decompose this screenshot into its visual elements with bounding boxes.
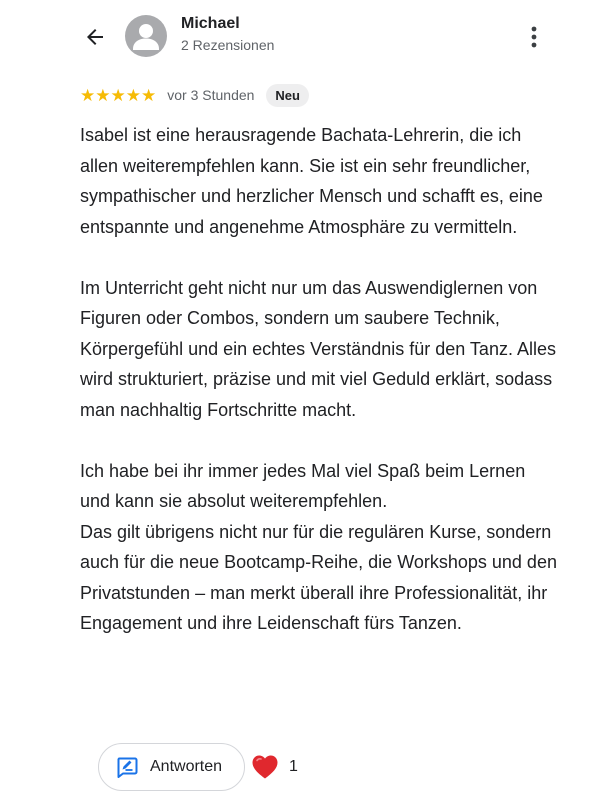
back-button[interactable]	[80, 22, 110, 52]
reviewer-name[interactable]: Michael	[181, 15, 240, 32]
review-header	[0, 0, 600, 72]
more-vertical-icon	[530, 25, 538, 49]
star-icon: ★	[95, 85, 111, 105]
avatar[interactable]	[125, 15, 167, 57]
reply-button[interactable]	[98, 743, 245, 791]
star-icon: ★	[125, 85, 141, 105]
star-icon: ★	[80, 85, 96, 105]
review-text	[80, 120, 560, 669]
more-options-button[interactable]	[520, 22, 548, 52]
reply-edit-icon	[116, 756, 138, 778]
star-rating	[80, 87, 156, 104]
person-icon	[125, 15, 167, 57]
review-time: vor 3 Stunden	[167, 87, 255, 103]
arrow-left-icon	[83, 25, 107, 49]
reaction-button[interactable]	[251, 754, 298, 780]
star-icon: ★	[110, 85, 126, 105]
review-paragraph: Ich habe bei ihr immer jedes Mal viel Spaß beim Lernen und kann sie absolut weiterempfehlen. Das gilt übrigens nicht nur für die regulären Kurse, sondern auch für die neue Bootcamp-Reihe, die Workshops und den Privatstunden – man merkt überall ihre Professionalität, ihr Engagement und ihre Leidenschaft fürs Tanzen.	[80, 460, 557, 633]
review-paragraph: Im Unterricht geht nicht nur um das Auswendiglernen von Figuren oder Combos, sondern um saubere Technik, Körpergefühl und ein echtes Verständnis für den Tanz. Alles wird strukturiert, präzise und mit viel Geduld erklärt, sodass man nachhaltig Fortschritte macht.	[80, 277, 556, 420]
review-actions	[98, 742, 298, 792]
rating-row	[80, 83, 309, 107]
reply-label: Antworten	[150, 758, 223, 775]
new-badge: Neu	[266, 84, 309, 107]
reviewer-review-count: 2 Rezensionen	[181, 37, 275, 53]
reaction-count: 1	[289, 758, 298, 775]
heart-icon	[251, 754, 279, 780]
review-paragraph: Isabel ist eine herausragende Bachata-Lehrerin, die ich allen weiterempfehlen kann. Sie ist ein sehr freundlicher, sympathischer und herzlicher Mensch und schafft es, eine entspannte und angenehme Atmosphäre zu vermitteln.	[80, 125, 543, 237]
star-icon: ★	[141, 85, 157, 105]
